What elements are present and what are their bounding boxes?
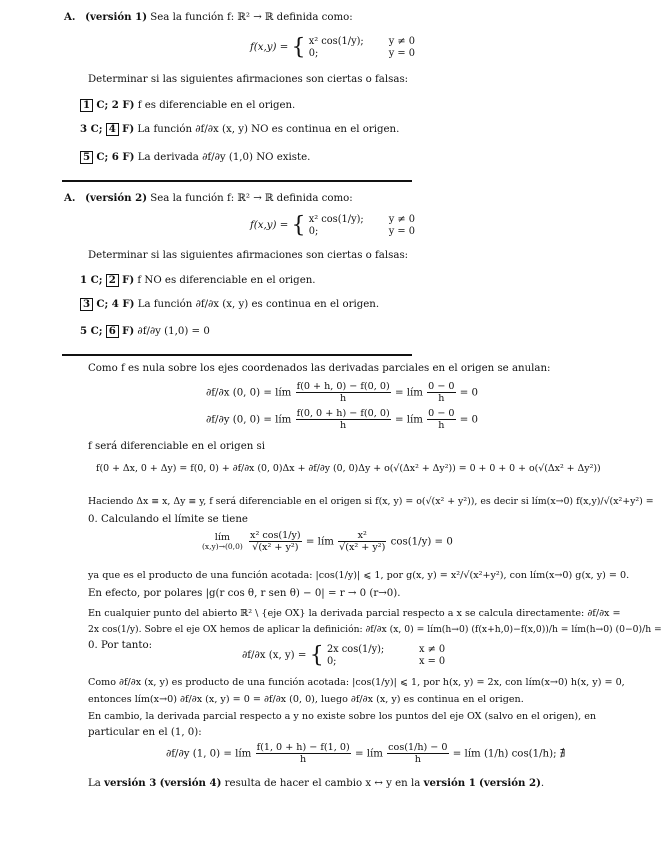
eq-differential: f(0 + Δx, 0 + Δy) = f(0, 0) + ∂f/∂x (0, 0)Δx + ∂f/∂y (0, 0)Δy + o(√(Δx² + Δy²)) = 0 + 0 + 0 + o(√(Δx² + Δy²)) [96, 463, 601, 474]
v1-item-2-mid: F) [122, 123, 135, 135]
v1-case1-cond: y ≠ 0 [388, 36, 415, 47]
eq-limit-den: √(x² + y²) [249, 541, 302, 553]
eq-fy-10-lhs: ∂f/∂y (1, 0) = lím [166, 748, 252, 760]
v1-case1-expr: x² cos(1/y); [308, 36, 364, 47]
eq-limit-num: x² cos(1/y) [250, 530, 301, 541]
v2-case2-expr: 0; [308, 226, 319, 238]
eq-limit-lim-sub: (x,y)→(0,0) [202, 541, 243, 551]
eq-fy-10-tail: = lím (1/h) cos(1/h); ∄ [452, 748, 566, 760]
p-continuity-4: particular en el (1, 0): [88, 727, 202, 738]
p-polar-1: Haciendo Δx ≡ x, Δy ≡ y, f será diferenciable en el origen si f(x, y) = o(√(x² + y²)), es decir si lím(x→0) f(x,y)/√(x²+y²) = [88, 496, 654, 507]
eq-fx-origin-lhs: ∂f/∂x (0, 0) = lím [206, 387, 292, 399]
final-v1: versión 1 [423, 777, 476, 789]
eq-fx-origin-mid: = lím [394, 387, 423, 399]
final-v4: (versión 4) [159, 777, 222, 789]
p-open-3: 0. Por tanto: [88, 640, 153, 651]
v2-cases [309, 214, 415, 238]
v2-intro: Sea la función f: ℝ² → ℝ definida como: [150, 193, 353, 204]
sol-intro: Como f es nula sobre los ejes coordenados las derivadas parciales en el origen se anulan: [88, 363, 551, 374]
eq-fx-origin-end: = 0 [459, 387, 479, 399]
v1-item-3-mid: C; 6 F) [96, 151, 135, 163]
v1-item-3 [80, 151, 310, 165]
eq-fx-case1-cond: x ≠ 0 [418, 644, 446, 655]
eq-limit-den2: √(x² + y²) [339, 542, 386, 554]
eq-fy-10-num2: cos(1/h) − 0 [388, 742, 448, 753]
eq-fx-origin-num: f(0 + h, 0) − f(0, 0) [296, 381, 390, 392]
eq-fy-10 [166, 742, 565, 765]
v1-item-2 [80, 123, 399, 137]
v1-item-1-box: 1 [80, 99, 93, 112]
eq-limit-mid: = lím [305, 536, 334, 548]
final-v2: (versión 2) [479, 777, 541, 789]
v1-case2-expr: 0; [308, 48, 319, 60]
left-brace-icon: { [291, 213, 306, 239]
p-differentiable: f será diferenciable en el origen si [88, 441, 266, 452]
v1-item-2-text: La función ∂f/∂x (x, y) NO es continua en el origen. [137, 124, 400, 135]
eq-fx-origin-den2: h [427, 392, 455, 404]
final-mid: resulta de hacer el cambio x ↔ y en la [224, 778, 421, 789]
eq-fy-10-num: f(1, 0 + h) − f(1, 0) [256, 742, 350, 753]
eq-limit [200, 530, 453, 553]
eq-fx-origin-den: h [296, 392, 391, 404]
v1-case2-cond: y = 0 [388, 48, 415, 60]
section-divider-1 [62, 180, 412, 182]
v1-def-lhs: f(x,y) = [250, 41, 289, 53]
v2-item-2 [80, 298, 379, 312]
v2-case2-cond: y = 0 [388, 226, 415, 238]
eq-fy-origin-frac [296, 408, 391, 431]
v2-case1-cond: y ≠ 0 [388, 214, 415, 225]
p-open-2: 2x cos(1/y). Sobre el eje OX hemos de aplicar la definición: ∂f/∂x (x, 0) = lím(h→0) (f(x+h,0)−f(x,0))/h = lím(h→0) (0−0)/h = [88, 624, 662, 635]
v2-item-1-text: f NO es diferenciable en el origen. [137, 275, 316, 286]
final-period: . [540, 778, 545, 789]
v1-item-1 [80, 99, 295, 113]
p-polar-2: 0. Calculando el límite se tiene [88, 514, 248, 525]
eq-fx-case2-expr: 0; [326, 656, 337, 668]
v2-item-3-mid: F) [122, 325, 135, 337]
eq-fx-piecewise-lhs: ∂f/∂x (x, y) = [242, 649, 307, 661]
eq-fy-10-frac [256, 742, 351, 765]
final-v3: versión 3 [104, 777, 157, 789]
eq-fx-origin-frac2 [427, 381, 455, 404]
v1-item-3-text: La derivada ∂f/∂y (1,0) NO existe. [137, 152, 311, 163]
p-continuity-1: Como ∂f/∂x (x, y) es producto de una función acotada: |cos(1/y)| ⩽ 1, por h(x, y) = 2x, con lím(x→0) h(x, y) = 0, [88, 677, 625, 688]
eq-limit-lim [201, 532, 244, 552]
p-continuity-2: entonces lím(x→0) ∂f/∂x (x, y) = 0 = ∂f/∂x (0, 0), luego ∂f/∂x (x, y) es continua en el origen. [88, 694, 524, 705]
v1-item-2-lead: 3 C; [80, 123, 103, 135]
v1-heading [64, 11, 353, 25]
v1-letter: A. [64, 11, 76, 23]
eq-fx-origin [206, 381, 478, 404]
p-bounded-2: En efecto, por polares |g(r cos θ, r sen θ) − 0| = r → 0 (r→0). [88, 588, 401, 599]
v2-item-3 [80, 325, 210, 339]
eq-limit-lim-word: lím [214, 531, 230, 543]
eq-fx-origin-frac [296, 381, 391, 404]
eq-fy-origin-mid: = lím [394, 414, 423, 426]
v2-heading [64, 192, 353, 206]
eq-fy-origin [206, 408, 478, 431]
eq-limit-frac2 [338, 530, 386, 553]
v2-item-2-mid: C; 4 F) [96, 298, 135, 310]
v2-item-1 [80, 274, 316, 288]
v1-item-3-box: 5 [80, 151, 93, 164]
v2-item-1-lead: 1 C; [80, 274, 103, 286]
eq-fx-piecewise [242, 644, 445, 668]
v2-item-2-box: 3 [80, 298, 93, 311]
left-brace-icon: { [309, 643, 324, 669]
v1-cases [309, 36, 415, 60]
v1-item-1-text: f es diferenciable en el origen. [137, 100, 296, 111]
v1-prompt: Determinar si las siguientes afirmaciones son ciertas o falsas: [88, 74, 409, 85]
eq-limit-frac [249, 530, 302, 553]
eq-fx-case1-expr: 2x cos(1/y); [326, 644, 385, 655]
eq-fy-10-frac2 [387, 742, 448, 765]
v1-version: (versión 1) [85, 11, 148, 23]
v2-case1-expr: x² cos(1/y); [308, 214, 364, 225]
section-divider-2 [62, 354, 412, 356]
v1-item-2-box: 4 [106, 123, 119, 136]
p-continuity-3: En cambio, la derivada parcial respecto a y no existe sobre los puntos del eje OX (salvo en el origen), en [88, 711, 597, 722]
v2-item-3-box: 6 [106, 325, 119, 338]
p-bounded-1: ya que es el producto de una función acotada: |cos(1/y)| ⩽ 1, por g(x, y) = x²/√(x²+y²), con lím(x→0) g(x, y) = 0. [88, 570, 630, 581]
v1-intro: Sea la función f: ℝ² → ℝ definida como: [150, 12, 353, 23]
final-pre: La [88, 778, 101, 789]
v2-definition [250, 214, 415, 238]
eq-fy-origin-den2: h [427, 419, 455, 431]
eq-fy-10-mid: = lím [354, 748, 383, 760]
left-brace-icon: { [291, 35, 306, 61]
eq-fy-10-den: h [256, 753, 351, 765]
eq-limit-num2: x² [357, 530, 367, 541]
eq-fx-case2-cond: x = 0 [418, 656, 446, 668]
v2-version: (versión 2) [85, 192, 148, 204]
v2-item-1-box: 2 [106, 274, 119, 287]
eq-fy-origin-num2: 0 − 0 [428, 408, 455, 419]
v2-def-lhs: f(x,y) = [250, 219, 289, 231]
eq-fy-origin-den: h [296, 419, 391, 431]
final-note [88, 777, 544, 791]
v2-item-3-lead: 5 C; [80, 325, 103, 337]
eq-fy-origin-lhs: ∂f/∂y (0, 0) = lím [206, 414, 292, 426]
eq-fx-origin-num2: 0 − 0 [428, 381, 455, 392]
eq-fy-origin-frac2 [427, 408, 455, 431]
p-open-1: En cualquier punto del abierto ℝ² \ {eje OX} la derivada parcial respecto a x se calcula directamente: ∂f/∂x = [88, 608, 621, 619]
eq-fy-10-den2: h [387, 753, 448, 765]
eq-limit-tail: cos(1/y) = 0 [390, 536, 453, 548]
v1-item-1-mid: C; 2 F) [96, 99, 135, 111]
v2-prompt: Determinar si las siguientes afirmaciones son ciertas o falsas: [88, 250, 409, 261]
v2-item-1-mid: F) [122, 274, 135, 286]
v2-letter: A. [64, 192, 76, 204]
v2-item-3-text: ∂f/∂y (1,0) = 0 [137, 326, 210, 337]
v1-definition [250, 36, 415, 60]
eq-fy-origin-end: = 0 [459, 414, 479, 426]
eq-fx-cases [327, 644, 445, 668]
v2-item-2-text: La función ∂f/∂x (x, y) es continua en el origen. [137, 299, 380, 310]
eq-fy-origin-num: f(0, 0 + h) − f(0, 0) [296, 408, 390, 419]
